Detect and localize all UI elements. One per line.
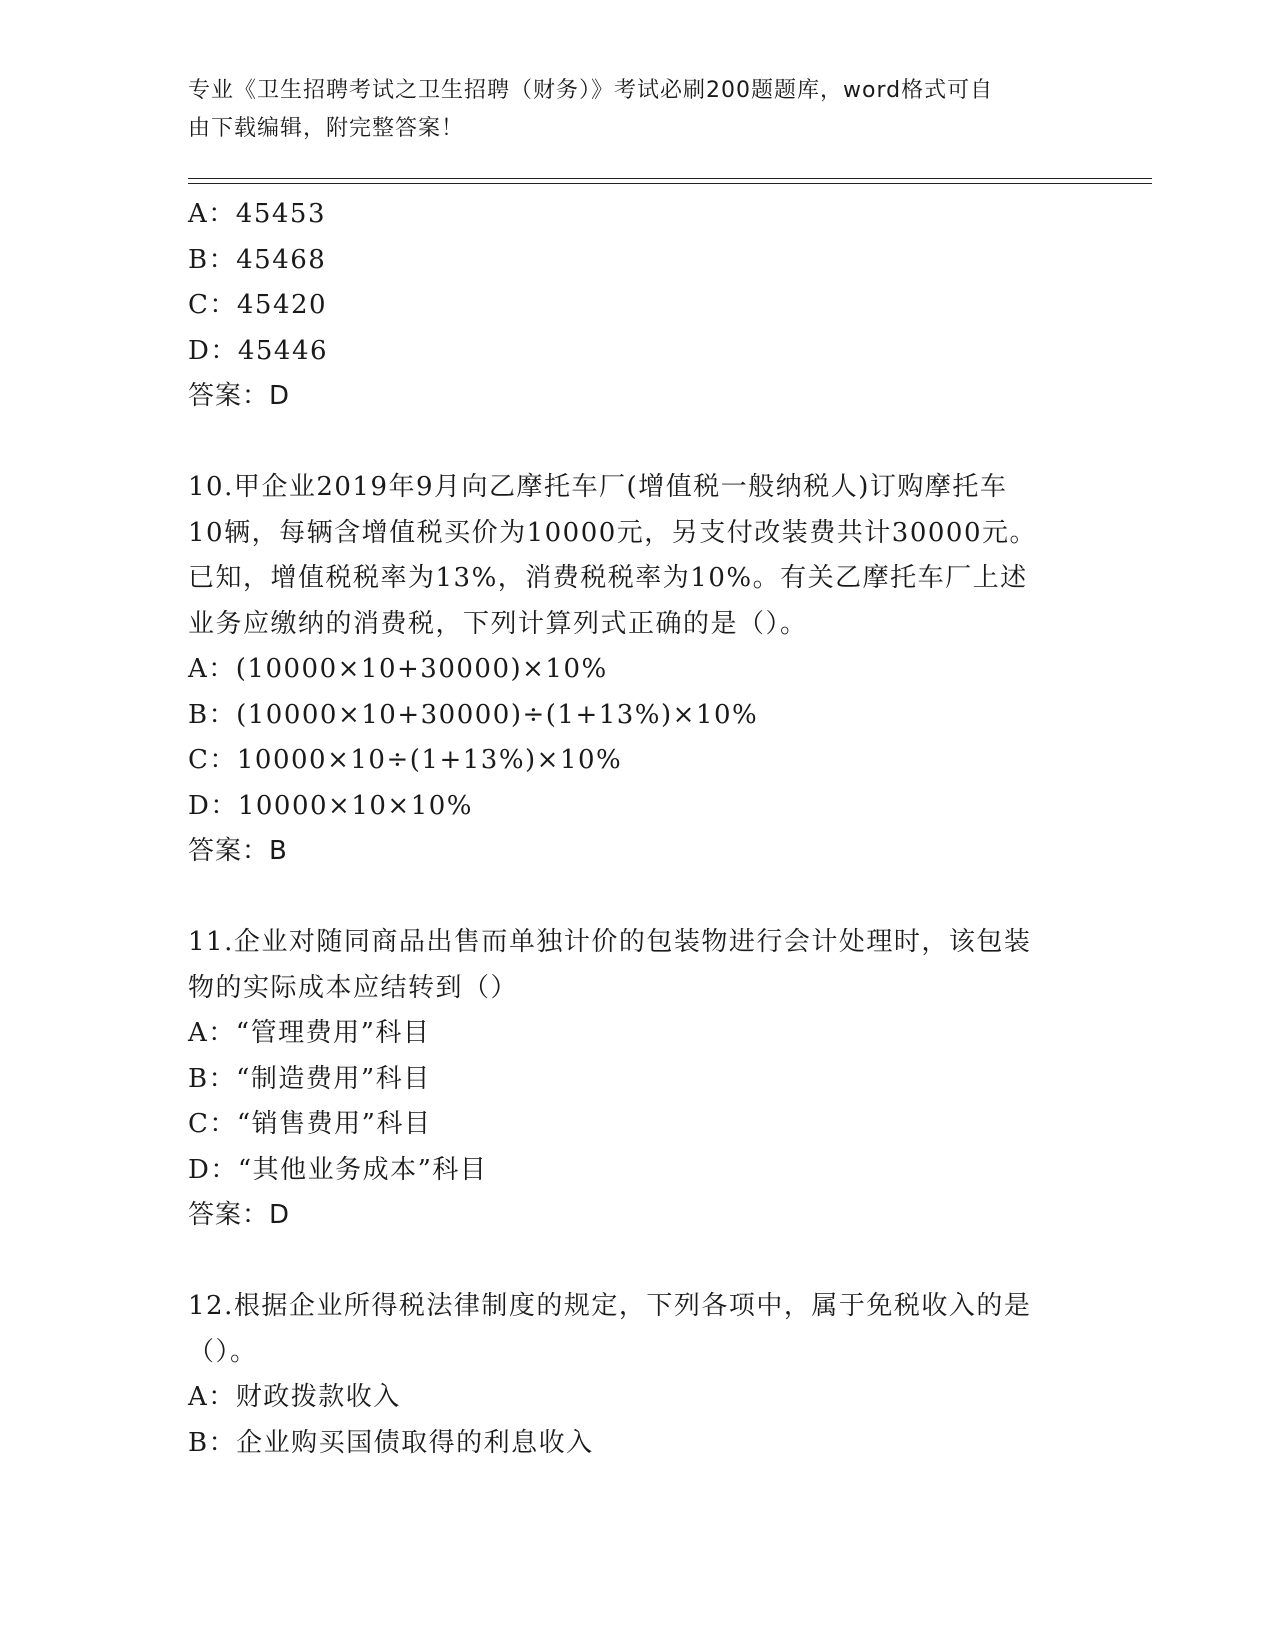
option-b: B：45468 (188, 244, 327, 275)
option-c: C：10000×10÷(1+13%)×10% (188, 745, 623, 775)
question-12 (188, 1284, 1088, 1466)
option-a: A：(10000×10+30000)×10% (188, 654, 608, 684)
question-content (188, 192, 1088, 1466)
option-b: B：“制造费用”科目 (188, 1063, 431, 1094)
answer-line: 答案：B (188, 836, 288, 866)
answer-line: 答案：D (188, 1200, 291, 1230)
spacer (188, 1239, 1088, 1285)
option-d: D：45446 (188, 335, 329, 366)
question-stem-line: 已知，增值税税率为13%，消费税税率为10%。有关乙摩托车厂上述 (188, 563, 1028, 593)
question-stem-line: 12.根据企业所得税法律制度的规定，下列各项中，属于免税收入的是 (188, 1291, 1032, 1321)
option-a: A：财政拨款收入 (188, 1382, 401, 1412)
option-b: B：(10000×10+30000)÷(1+13%)×10% (188, 699, 759, 730)
question-9 (188, 192, 1088, 420)
question-10 (188, 465, 1088, 875)
spacer (188, 420, 1088, 466)
question-stem-line: 物的实际成本应结转到（） (188, 972, 519, 1003)
header-line-2: 由下载编辑，附完整答案！ (188, 116, 465, 141)
header-line-1: 专业《卫生招聘考试之卫生招聘（财务）》考试必刷200题题库，word格式可自 (188, 78, 994, 103)
option-c: C：“销售费用”科目 (188, 1109, 432, 1139)
option-d: D：“其他业务成本”科目 (188, 1154, 488, 1185)
option-b: B：企业购买国债取得的利息收入 (188, 1427, 594, 1458)
document-header (188, 72, 1068, 148)
spacer (188, 875, 1088, 921)
question-11 (188, 920, 1088, 1239)
question-stem-line: （）。 (188, 1336, 258, 1367)
header-divider-bottom (188, 183, 1152, 184)
answer-line: 答案：D (188, 381, 291, 411)
option-a: A：45453 (188, 199, 326, 229)
option-a: A：“管理费用”科目 (188, 1018, 431, 1048)
question-stem-line: 11.企业对随同商品出售而单独计价的包装物进行会计处理时，该包装 (188, 927, 1032, 957)
header-divider-top (188, 178, 1152, 179)
question-stem-line: 10.甲企业2019年9月向乙摩托车厂(增值税一般纳税人)订购摩托车 (188, 472, 1008, 502)
question-stem-line: 业务应缴纳的消费税，下列计算列式正确的是（）。 (188, 608, 808, 639)
question-stem-line: 10辆，每辆含增值税买价为10000元，另支付改装费共计30000元。 (188, 517, 1038, 548)
option-c: C：45420 (188, 290, 328, 320)
option-d: D：10000×10×10% (188, 790, 473, 821)
